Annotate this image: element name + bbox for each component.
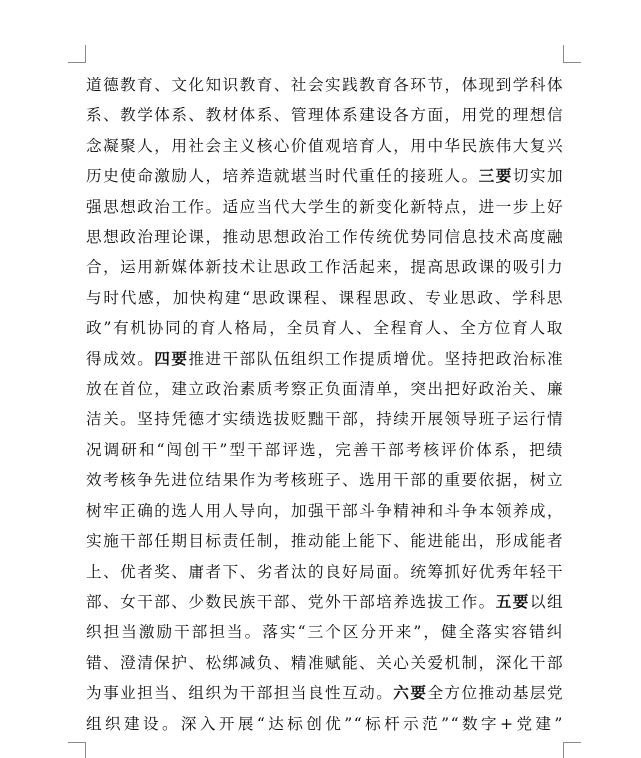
crop-mark-top-left-vertical bbox=[85, 45, 86, 63]
bold-heading-si-yao: 四要 bbox=[154, 348, 189, 368]
bold-heading-wu-yao: 五要 bbox=[495, 591, 530, 611]
text-line bbox=[86, 496, 564, 526]
text-line bbox=[86, 100, 564, 130]
bold-heading-san-yao: 三要 bbox=[478, 166, 513, 186]
line-text: 况调研和“闯创干”型干部评选，完善干部考核评价体系，把绩 bbox=[86, 440, 564, 459]
crop-mark-bottom-left-vertical bbox=[85, 742, 86, 758]
line-text: 推进干部队伍组织工作提质增优。坚持把政治标准 bbox=[188, 349, 564, 368]
line-text: 道德教育、文化知识教育、社会实践教育各环节，体现到学科体 bbox=[86, 76, 564, 94]
line-text: 放在首位，建立政治素质考察正负面清单，突出把好政治关、廉 bbox=[86, 380, 564, 399]
text-line bbox=[86, 465, 564, 495]
text-line bbox=[86, 435, 564, 465]
line-text: 合，运用新媒体新技术让思政工作活起来，提高思政课的吸引力 bbox=[86, 258, 564, 277]
line-text: 政”有机协同的育人格局，全员育人、全程育人、全方位育人取 bbox=[86, 319, 564, 338]
crop-mark-top-left-horizontal bbox=[68, 62, 86, 63]
text-line bbox=[86, 678, 564, 708]
text-line bbox=[86, 617, 564, 647]
text-line bbox=[86, 131, 564, 161]
text-line bbox=[86, 344, 564, 374]
text-line bbox=[86, 192, 564, 222]
line-text: 念凝聚人，用社会主义核心价值观培育人，用中华民族伟大复兴 bbox=[86, 136, 564, 155]
text-line bbox=[86, 709, 564, 739]
crop-mark-top-right-vertical bbox=[563, 45, 564, 63]
crop-mark-bottom-right-horizontal bbox=[563, 742, 581, 743]
line-text: 全方位推动基层党 bbox=[427, 684, 564, 703]
text-line bbox=[86, 587, 564, 617]
line-text: 部、女干部、少数民族干部、党外干部培养选拔工作。 bbox=[86, 592, 496, 611]
line-text: 组织建设。深入开展“达标创优”“标杆示范”“数字+党建” bbox=[86, 714, 564, 733]
line-text: 思想政治理论课，推动思想政治工作传统优势同信息技术高度融 bbox=[86, 228, 564, 247]
text-line bbox=[86, 526, 564, 556]
text-line bbox=[86, 283, 564, 313]
text-line bbox=[86, 557, 564, 587]
line-text: 错、澄清保护、松绑减负、精准赋能、关心关爱机制，深化干部 bbox=[86, 653, 564, 672]
text-line bbox=[86, 161, 564, 191]
text-line bbox=[86, 70, 564, 100]
crop-mark-bottom-right-vertical bbox=[563, 742, 564, 758]
text-line bbox=[86, 222, 564, 252]
line-text: 树牢正确的选人用人导向，加强干部斗争精神和斗争本领养成， bbox=[86, 501, 564, 520]
line-text: 为事业担当、组织为干部担当良性互动。 bbox=[86, 684, 394, 703]
text-line bbox=[86, 252, 564, 282]
line-text: 以组 bbox=[529, 592, 564, 611]
crop-mark-bottom-left-horizontal bbox=[68, 742, 86, 743]
text-line bbox=[86, 313, 564, 343]
bold-heading-liu-yao: 六要 bbox=[393, 683, 428, 703]
text-line bbox=[86, 404, 564, 434]
line-text: 织担当激励干部担当。落实“三个区分开来”，健全落实容错纠 bbox=[86, 623, 564, 642]
line-text: 切实加 bbox=[512, 167, 564, 186]
line-text: 历史使命激励人，培养造就堪当时代重任的接班人。 bbox=[86, 167, 479, 186]
line-text: 与时代感，加快构建“思政课程、课程思政、专业思政、学科思 bbox=[86, 288, 564, 307]
crop-mark-top-right-horizontal bbox=[563, 62, 581, 63]
line-text: 实施干部任期目标责任制，推动能上能下、能进能出，形成能者 bbox=[86, 532, 564, 551]
line-text: 系、教学体系、教材体系、管理体系建设各方面，用党的理想信 bbox=[86, 106, 564, 125]
text-line bbox=[86, 374, 564, 404]
text-line bbox=[86, 648, 564, 678]
line-text: 上、优者奖、庸者下、劣者汰的良好局面。统筹抓好优秀年轻干 bbox=[86, 562, 564, 581]
body-paragraph[interactable] bbox=[86, 70, 564, 739]
line-text: 效考核争先进位结果作为考核班子、选用干部的重要依据，树立 bbox=[86, 471, 564, 490]
line-text: 洁关。坚持凭德才实绩选拔贬黜干部，持续开展领导班子运行情 bbox=[86, 410, 564, 429]
line-text: 强思想政治工作。适应当代大学生的新变化新特点，进一步上好 bbox=[86, 197, 564, 216]
line-text: 得成效。 bbox=[86, 349, 155, 368]
